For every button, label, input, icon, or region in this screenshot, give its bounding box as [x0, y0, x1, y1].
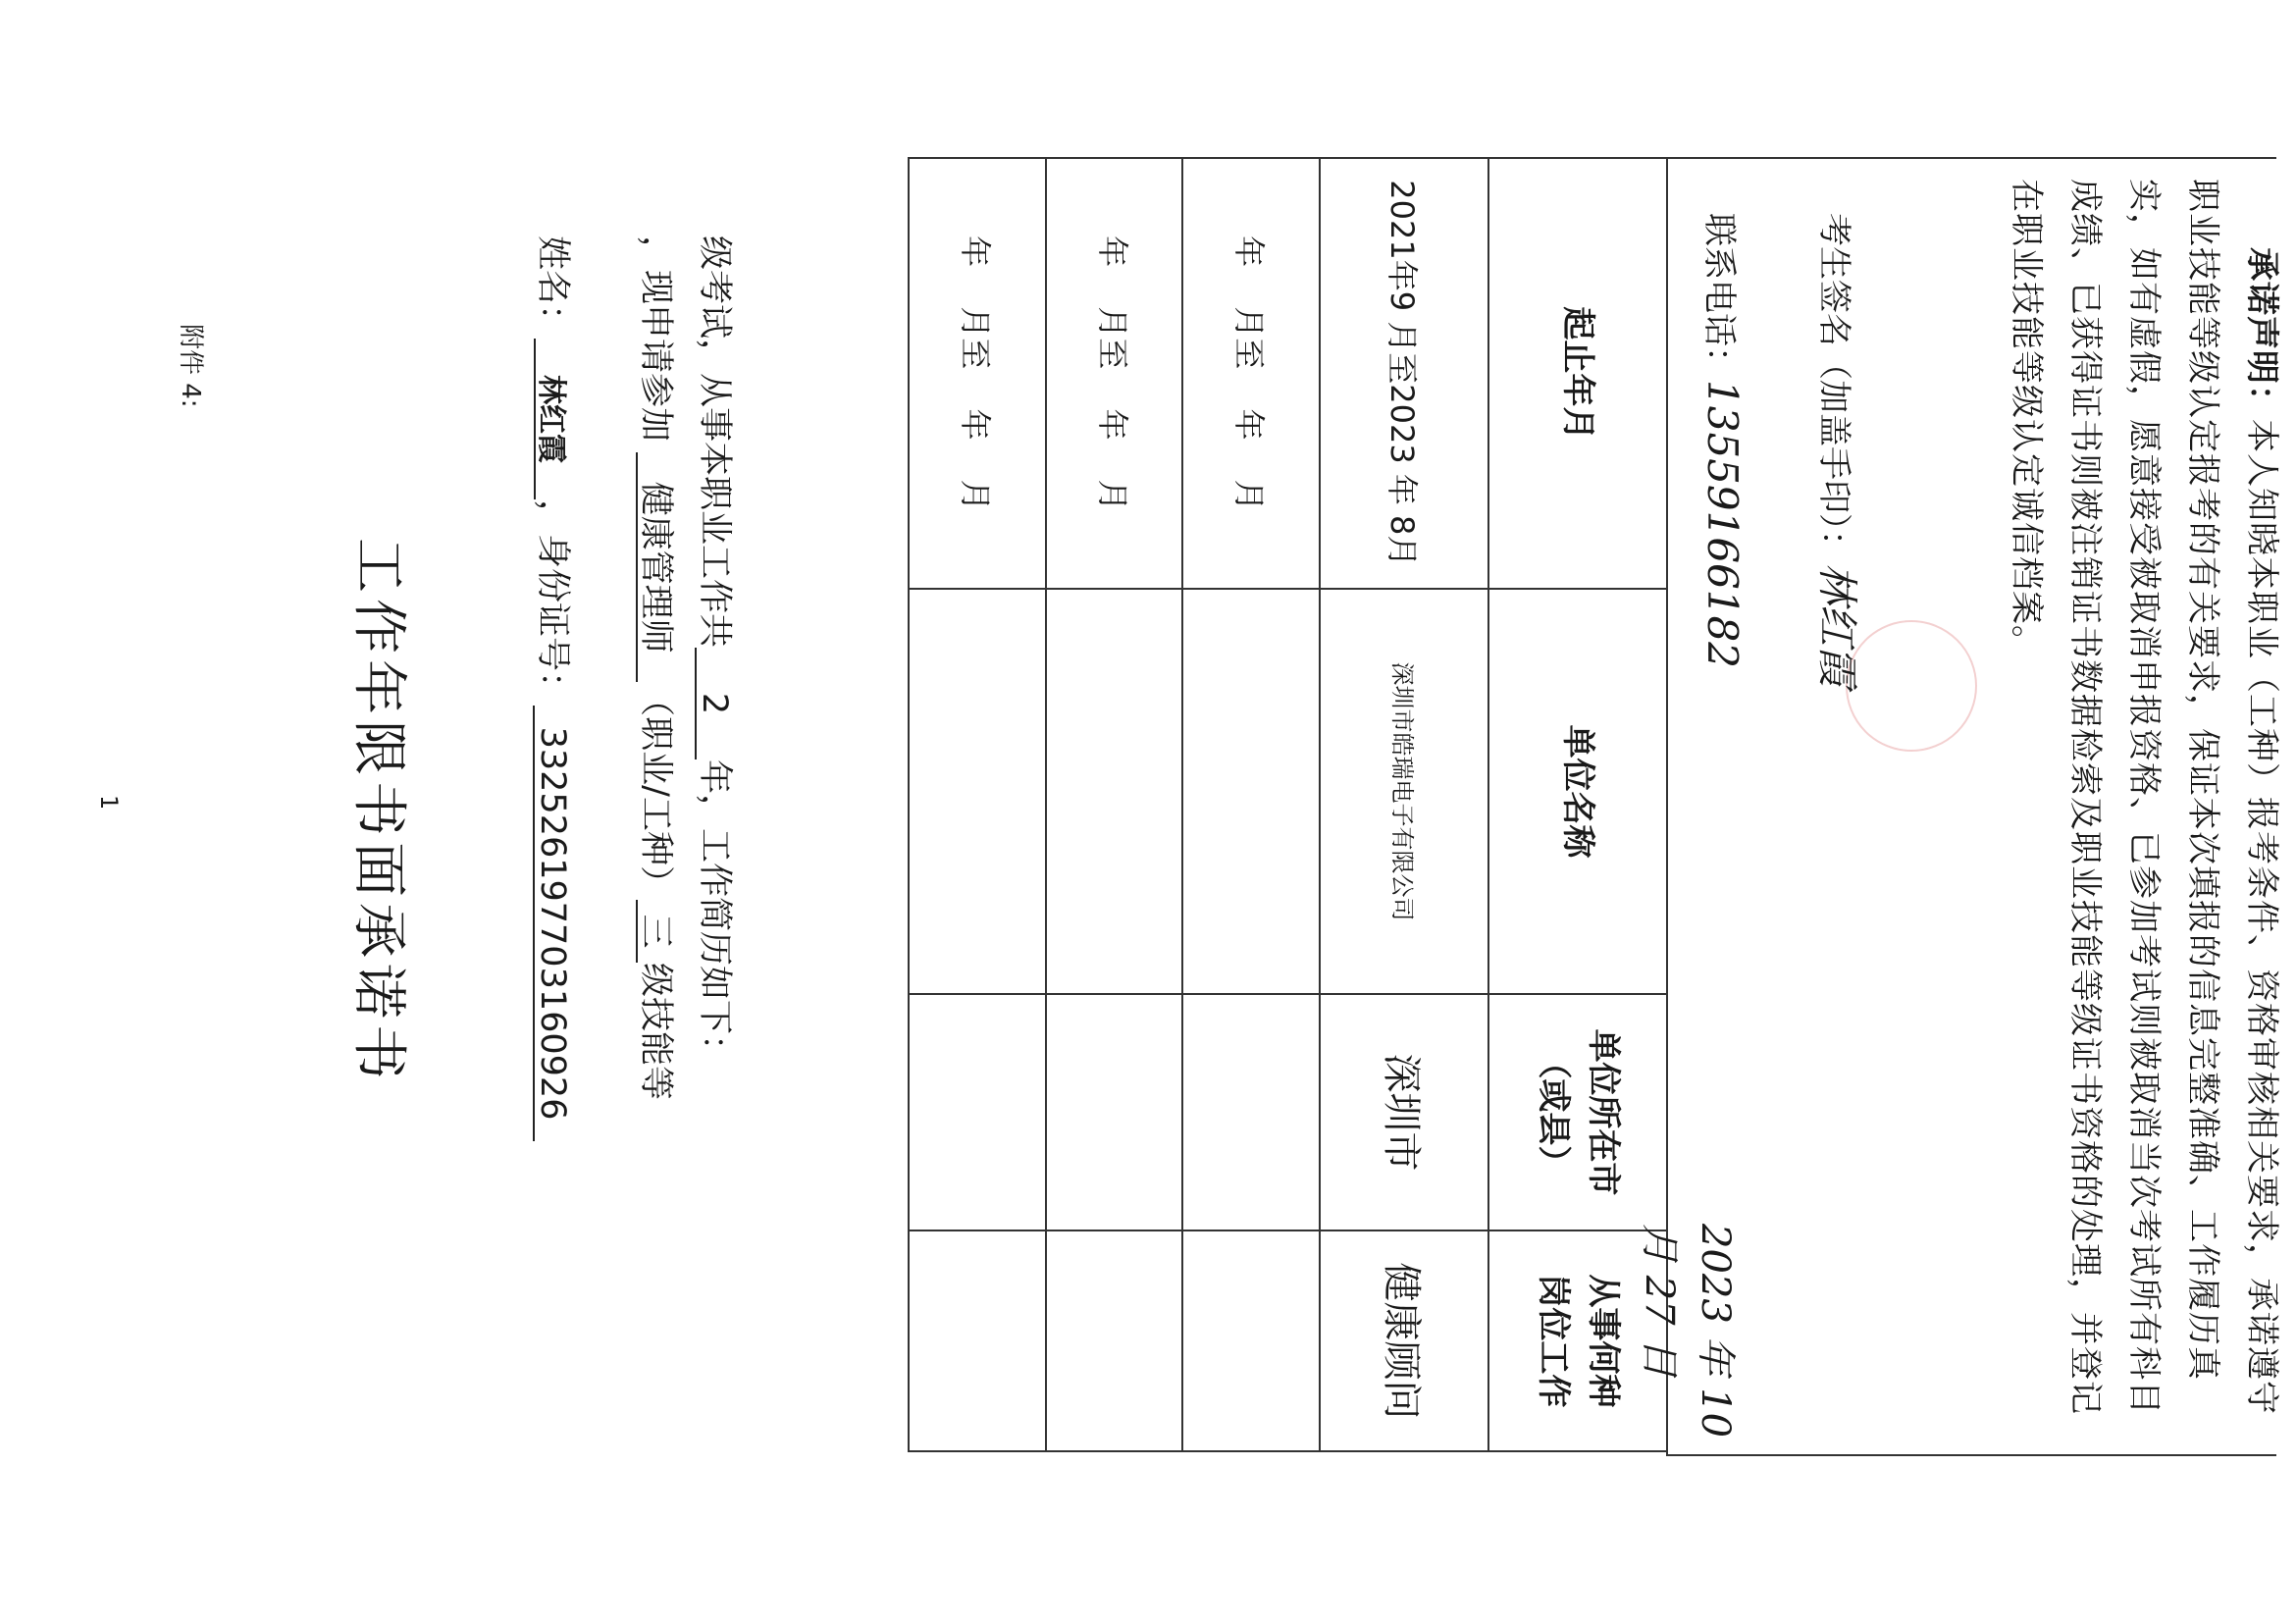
row1-period: 2021年9 月至2023 年 8月 [1320, 158, 1488, 589]
header-city-line2: （或县） [1534, 1045, 1573, 1179]
promise-section [1637, 157, 2281, 1456]
row1-city: 深圳市 [1320, 994, 1488, 1230]
row2-company [1183, 589, 1321, 995]
table-row [1183, 158, 1321, 1451]
row4-city [909, 994, 1046, 1230]
line3-suffix: 年，工作简历如下： [695, 759, 734, 1070]
intro-line-1: 姓名：林红霞，身份证号：332526197703160926 [533, 236, 569, 1472]
name-label: 姓名： [533, 236, 572, 340]
table-row [1046, 158, 1183, 1451]
apply-prefix: 现申请参加 [636, 270, 675, 443]
header-company: 单位名称 [1488, 589, 1667, 995]
row2-period: 年 月至 年 月 [1183, 158, 1321, 589]
signature-row [1810, 213, 1869, 687]
promise-body: 本人知晓本职业（工种）报考条件、资格审核相关要求，承诺遵守职业技能等级认定报考的有关要求，保证本次填报的信息完整准确、工作履历真实，如有虚假，愿意接受被取消申报资格、已参加考试则被取消当次考试所有科目成绩、已获得证书则被注销证书数据检索及职业技能等级证书资格的处理，并登记在职业技能等级认定诚信档案。 [2007, 179, 2281, 1415]
signature-label: 考生签名（加盖手印）： [1814, 213, 1853, 563]
phone-row [1698, 213, 1747, 668]
years-value: 2 [695, 648, 731, 759]
id-value: 332526197703160926 [533, 706, 569, 1141]
page-number: 1 [95, 795, 123, 811]
row2-city [1183, 994, 1321, 1230]
row3-company [1046, 589, 1183, 995]
phone-label: 联系电话： [1699, 213, 1739, 380]
intro-line-2: ，现申请参加 健康管理师（职业/工种）三级技能等 [636, 236, 675, 1100]
row4-company [909, 589, 1046, 995]
line3-prefix: 级考试，从事本职业工作共 [695, 236, 734, 649]
level-suffix: 级技能等 [636, 962, 675, 1100]
occupation-value: 健康管理师 [636, 452, 672, 682]
occupation-suffix: （职业/工种） [636, 682, 675, 900]
row3-city [1046, 994, 1183, 1230]
annex-label: 附件 4: [176, 324, 205, 408]
name-value: 林红霞 [534, 339, 565, 499]
level-value: 三 [636, 900, 672, 963]
row4-period: 年 月至 年 月 [909, 158, 1046, 589]
row1-company: 深圳市皓瑞电子有限公司 [1320, 589, 1488, 995]
row1-post: 健康顾问 [1320, 1230, 1488, 1451]
promise-heading: 承诺声明： [2242, 247, 2281, 419]
header-post-line1: 从事何种 [1584, 1274, 1623, 1408]
phone-value: 13559166182 [1698, 380, 1747, 668]
header-period: 起止年月 [1488, 158, 1667, 589]
table-row [1320, 158, 1488, 1451]
row3-post [1046, 1230, 1183, 1451]
work-history-table [908, 157, 1668, 1452]
row2-post [1183, 1230, 1321, 1451]
intro-line-3 [695, 236, 734, 1472]
header-post-line2: 岗位工作 [1534, 1274, 1573, 1408]
header-city [1488, 994, 1667, 1230]
header-city-line1: 单位所在市 [1584, 1028, 1623, 1196]
signing-date: 2023 年 10 月 27 日 [1637, 1224, 1738, 1439]
id-label: 身份证号： [533, 534, 572, 707]
row4-post [909, 1230, 1046, 1451]
document-title: 工作年限书面承诺书 [346, 538, 410, 1085]
row3-period: 年 月至 年 月 [1046, 158, 1183, 589]
table-row [909, 158, 1046, 1451]
signature-value: 林红霞 [1813, 563, 1861, 688]
promise-statement [1997, 179, 2291, 1425]
